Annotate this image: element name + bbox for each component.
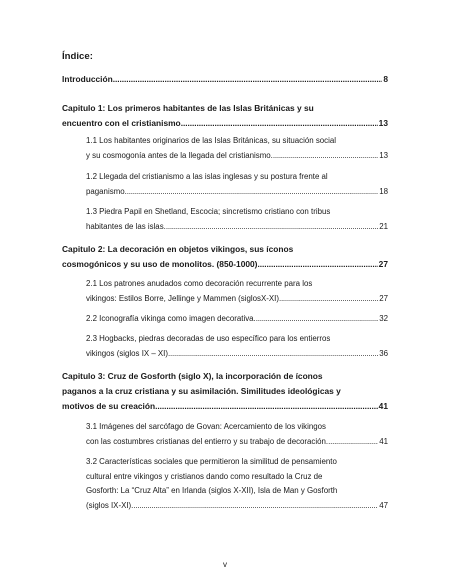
toc-page-number: 18 (379, 186, 388, 196)
toc-entry-title-line: 3.2 Características sociales que permitieron la similitud de pensamiento (86, 457, 337, 466)
toc-page-number: 13 (378, 118, 388, 128)
toc-entry-title: motivos de su creación . . . (62, 399, 378, 414)
toc-entry-capitulo-2[interactable] (62, 242, 388, 272)
toc-page-number: 41 (378, 401, 388, 411)
toc-entry-2-2[interactable] (86, 312, 388, 327)
toc-entry-title-line: Capitulo 3: Cruz de Gosforth (siglo X), la incorporación de íconos (62, 371, 323, 381)
toc-page-number: 27 (379, 293, 388, 303)
toc-entry-capitulo-3[interactable] (62, 369, 388, 414)
toc-entry-title-line: 1.2 Llegada del cristianismo a las islas inglesas y su postura frente al (86, 172, 328, 181)
toc-entry-title-line: 3.1 Imágenes del sarcófago de Govan: Acercamiento de los vikingos (86, 422, 326, 431)
toc-entry-title: paganismo. . . . (86, 185, 378, 200)
toc-entry-title: cosmogónicos y su uso de monolitos. (850-1000) . . . (62, 257, 378, 272)
toc-entry-capitulo-1[interactable] (62, 101, 388, 131)
toc-entry-title: y su cosmogonía antes de la llegada del cristianismo. . . . (86, 149, 378, 164)
page-folio: v (223, 560, 227, 569)
toc-page-number: 41 (379, 436, 388, 446)
toc-page-number: 36 (379, 348, 388, 358)
toc-entry-title-line: 1.1 Los habitantes originarios de las Islas Británicas, su situación social (86, 136, 337, 145)
toc-entry-1-1[interactable] (86, 134, 388, 163)
toc-entry-title-line: cultural entre vikingos y cristianos dando como resultado la Cruz de (86, 471, 323, 481)
toc-entry-1-3[interactable] (86, 205, 388, 234)
toc-entry-title: encuentro con el cristianismo . . . (62, 116, 378, 131)
toc-entry-title: 2.2 Iconografía vikinga como imagen decorativa. . . . (86, 312, 378, 327)
toc-entry-title-line: 1.3 Piedra Papil en Shetland, Escocia; sincretismo cristiano con tribus (86, 207, 331, 216)
toc-entry-title: vikingos (siglos IX – XI) . . . (86, 347, 378, 362)
toc-entry-3-2[interactable] (86, 455, 388, 513)
toc-entry-title: (siglos IX-XI). . . . (86, 499, 378, 514)
toc-entry-title: habitantes de las islas. . . . (86, 220, 378, 235)
toc-entry-title-line: 2.1 Los patrones anudados como decoración recurrente para los (86, 279, 313, 288)
toc-page-number: 27 (378, 259, 388, 269)
toc-entry-title-line: Capitulo 1: Los primeros habitantes de las Islas Británicas y su (62, 103, 314, 113)
toc-entry-3-1[interactable] (86, 420, 388, 449)
toc-entry-introduccion[interactable] (62, 72, 388, 87)
toc-entry-title: Introducción . . . (62, 72, 382, 87)
toc-page-number: 13 (379, 150, 388, 160)
toc-entry-2-3[interactable] (86, 332, 388, 361)
toc-entry-title: vikingos: Estilos Borre, Jellinge y Mammen (siglosX-XI) . . . (86, 292, 378, 307)
toc-page-number: 8 (383, 74, 388, 84)
toc-page-number: 32 (379, 314, 388, 323)
toc-entry-title-line: paganos a la cruz cristiana y su asimilación. Similitudes ideológicas y (62, 386, 341, 396)
toc-heading: Índice: (62, 51, 93, 62)
toc-entry-title-line: Capitulo 2: La decoración en objetos vikingos, sus íconos (62, 244, 294, 254)
toc-page-number: 47 (379, 500, 388, 510)
toc-entry-title: con las costumbres cristianas del entierro y su trabajo de decoración. . . . (86, 435, 378, 450)
toc-entry-1-2[interactable] (86, 170, 388, 199)
toc-entry-title-line: 2.3 Hogbacks, piedras decoradas de uso específico para los entierros (86, 334, 331, 343)
toc-page-number: 21 (379, 221, 388, 231)
toc-entry-2-1[interactable] (86, 277, 388, 306)
toc-entry-title-line: Gosforth: La “Cruz Alta” en Irlanda (siglos X-XII), Isla de Man y Gosforth (86, 486, 338, 496)
